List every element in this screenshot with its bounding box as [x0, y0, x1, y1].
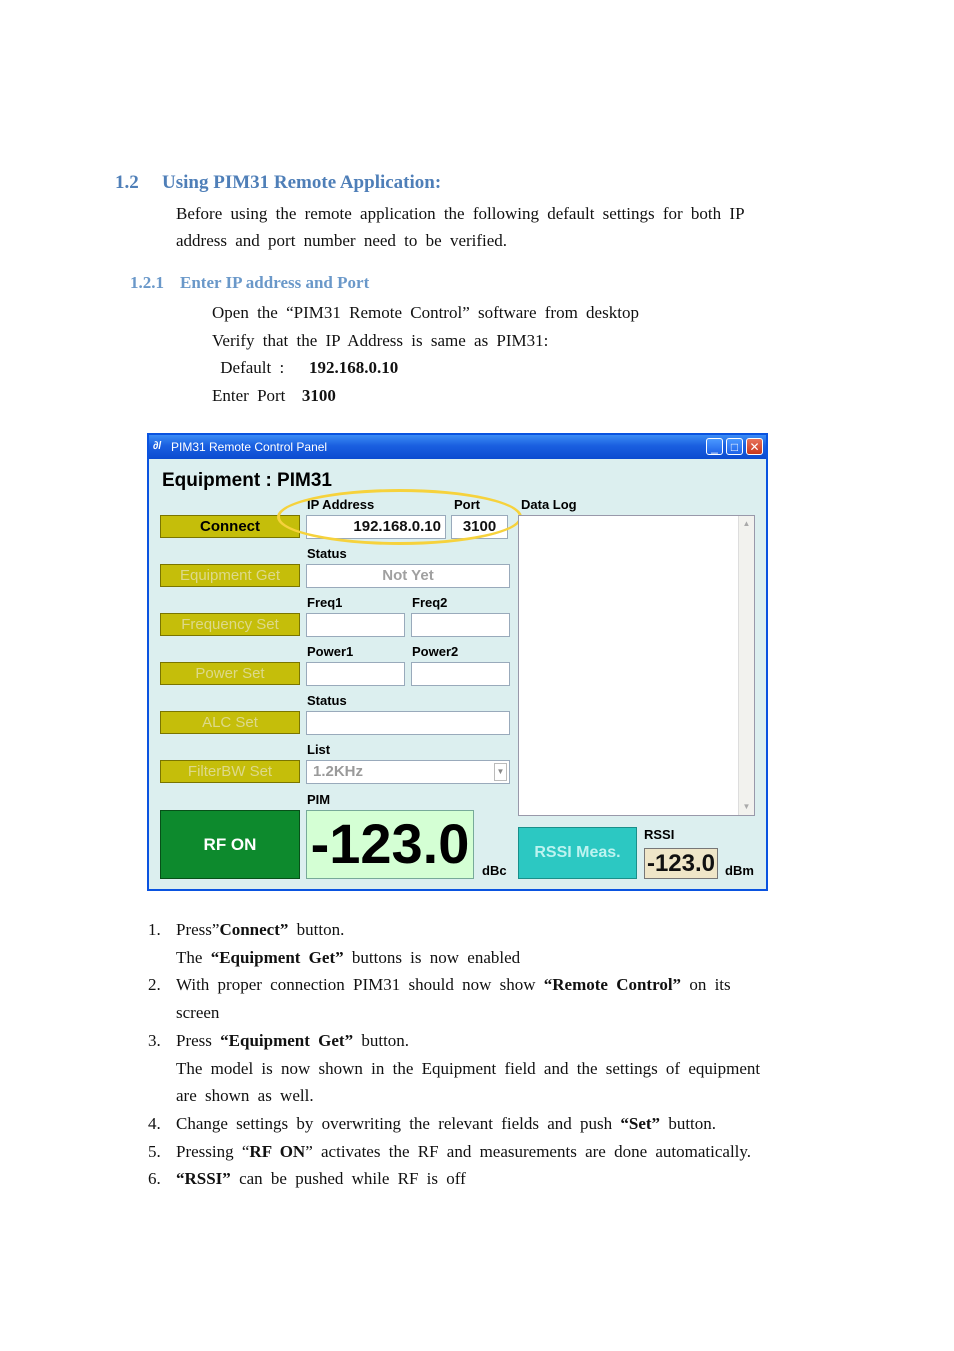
ip-address-label: IP Address [307, 497, 375, 512]
list-label: List [307, 742, 331, 757]
list-text-run: The [176, 947, 211, 967]
ip-address-input[interactable]: 192.168.0.10 [306, 515, 446, 539]
list-line [176, 999, 838, 1027]
list-number: 6. [148, 1169, 161, 1189]
scroll-down-icon[interactable]: ▼ [742, 802, 751, 811]
freq1-label: Freq1 [307, 595, 343, 610]
remote-control-window [147, 433, 768, 891]
list-item [148, 971, 838, 1026]
filter-list-select[interactable] [306, 760, 510, 784]
rf-on-button[interactable]: RF ON [160, 810, 300, 879]
steps-line: Open the “PIM31 Remote Control” software from desktop [212, 303, 639, 322]
equipment-label: Equipment : PIM31 [162, 470, 332, 491]
freq2-label: Freq2 [412, 595, 448, 610]
list-item [148, 916, 838, 971]
list-text-run: “Set” [620, 1113, 661, 1133]
list-text-run: Connect” [219, 920, 289, 939]
close-button[interactable]: ✕ [746, 438, 763, 455]
list-text-run: can be pushed while RF is off [230, 1169, 466, 1189]
power1-input[interactable] [306, 662, 405, 686]
list-text-run: buttons is now enabled [343, 947, 521, 967]
list-item [148, 1165, 838, 1193]
power2-input[interactable] [411, 662, 510, 686]
port-input[interactable]: 3100 [451, 515, 508, 539]
section-number: 1.2 [115, 172, 139, 193]
title-bar [149, 435, 766, 459]
list-text-run: on its [681, 975, 731, 995]
pim-label: PIM [307, 792, 331, 807]
list-line [176, 1027, 838, 1055]
data-log-scrollbar[interactable] [738, 516, 754, 815]
list-text-run: With proper connection PIM31 should now show [176, 975, 544, 995]
rssi-value-display: -123.0 [644, 848, 718, 879]
default-line [212, 354, 639, 382]
list-text-run: button. [660, 1113, 717, 1133]
list-item [148, 1138, 838, 1166]
port-value: 3100 [301, 385, 336, 405]
list-text-run: Press [176, 1030, 221, 1050]
list-line [176, 1165, 838, 1193]
steps-intro [212, 299, 639, 409]
list-text-run: “Equipment Get” [210, 947, 344, 967]
list-item [148, 1027, 838, 1110]
pim-unit: dBc [482, 863, 507, 878]
list-line [176, 1110, 838, 1138]
list-text-run: ” activates the RF and measurements are done automatically. [305, 1141, 752, 1161]
section-heading [115, 172, 441, 194]
highlight-ellipse [277, 489, 522, 545]
intro-paragraph [176, 200, 745, 254]
port-label: Enter Port [212, 385, 286, 405]
default-label: Default : [220, 358, 285, 377]
data-log-label: Data Log [521, 497, 577, 512]
list-text-run: “RSSI” [176, 1169, 231, 1189]
list-text-run: “Equipment Get” [220, 1030, 354, 1050]
instruction-list [148, 916, 838, 1193]
power-set-button[interactable]: Power Set [160, 662, 300, 685]
power2-label: Power2 [412, 644, 459, 659]
equipment-get-button[interactable]: Equipment Get [160, 564, 300, 587]
filter-list-value: 1.2KHz [313, 763, 364, 780]
pim-value-display: -123.0 [306, 810, 474, 879]
intro-line: Before using the remote application the following default settings for both IP [176, 204, 745, 223]
rssi-label: RSSI [644, 827, 675, 842]
list-line [176, 971, 838, 999]
window-title: PIM31 Remote Control Panel [171, 440, 328, 454]
list-text-run: button. [353, 1030, 410, 1050]
freq1-input[interactable] [306, 613, 405, 637]
chevron-down-icon[interactable]: ▼ [494, 763, 507, 781]
list-number: 4. [148, 1113, 161, 1133]
list-text-run: are shown as well. [176, 1086, 314, 1106]
section-title: Using PIM31 Remote Application: [162, 172, 442, 193]
list-text-run: “Remote Control” [543, 975, 682, 995]
list-text-run: Press” [176, 920, 220, 939]
list-line [176, 1138, 838, 1166]
list-number: 2. [148, 975, 161, 995]
alc-status-field[interactable] [306, 711, 510, 735]
list-text-run: The model is now shown in the Equipment field and the settings of equipment [176, 1058, 761, 1078]
maximize-button[interactable]: □ [726, 438, 743, 455]
data-log-textarea[interactable] [518, 515, 755, 816]
list-number: 1. [148, 920, 161, 939]
freq2-input[interactable] [411, 613, 510, 637]
status-label: Status [307, 546, 347, 561]
intro-line: address and port number need to be verified. [176, 231, 508, 250]
port-line [212, 382, 639, 410]
scroll-up-icon[interactable]: ▲ [742, 519, 751, 528]
rssi-unit: dBm [725, 863, 754, 878]
rssi-meas-button[interactable]: RSSI Meas. [518, 827, 637, 879]
list-text-run: button. [288, 920, 345, 939]
connect-button[interactable]: Connect [160, 515, 300, 538]
list-line [176, 1055, 838, 1083]
frequency-set-button[interactable]: Frequency Set [160, 613, 300, 636]
list-line [176, 944, 838, 972]
list-number: 5. [148, 1141, 161, 1161]
list-text-run: Pressing “ [176, 1141, 250, 1161]
steps-line: Verify that the IP Address is same as PIM31: [212, 330, 549, 350]
list-line [176, 916, 838, 944]
alc-set-button[interactable]: ALC Set [160, 711, 300, 734]
list-text-run: screen [176, 1003, 220, 1023]
minimize-button[interactable]: _ [706, 438, 723, 455]
list-text-run: RF ON [249, 1141, 306, 1161]
subsection-number: 1.2.1 [130, 273, 164, 292]
list-item [148, 1110, 838, 1138]
list-text-run: Change settings by overwriting the relevant fields and push [176, 1113, 621, 1133]
filter-bw-set-button[interactable]: FilterBW Set [160, 760, 300, 783]
status-field: Not Yet [306, 564, 510, 588]
port-label: Port [454, 497, 480, 512]
power1-label: Power1 [307, 644, 354, 659]
subsection-heading [130, 273, 369, 293]
default-value: 192.168.0.10 [308, 358, 399, 377]
app-icon: ∂/ [153, 440, 162, 452]
list-number: 3. [148, 1030, 161, 1050]
alc-status-label: Status [307, 693, 347, 708]
list-line [176, 1082, 838, 1110]
subsection-title: Enter IP address and Port [180, 273, 370, 292]
